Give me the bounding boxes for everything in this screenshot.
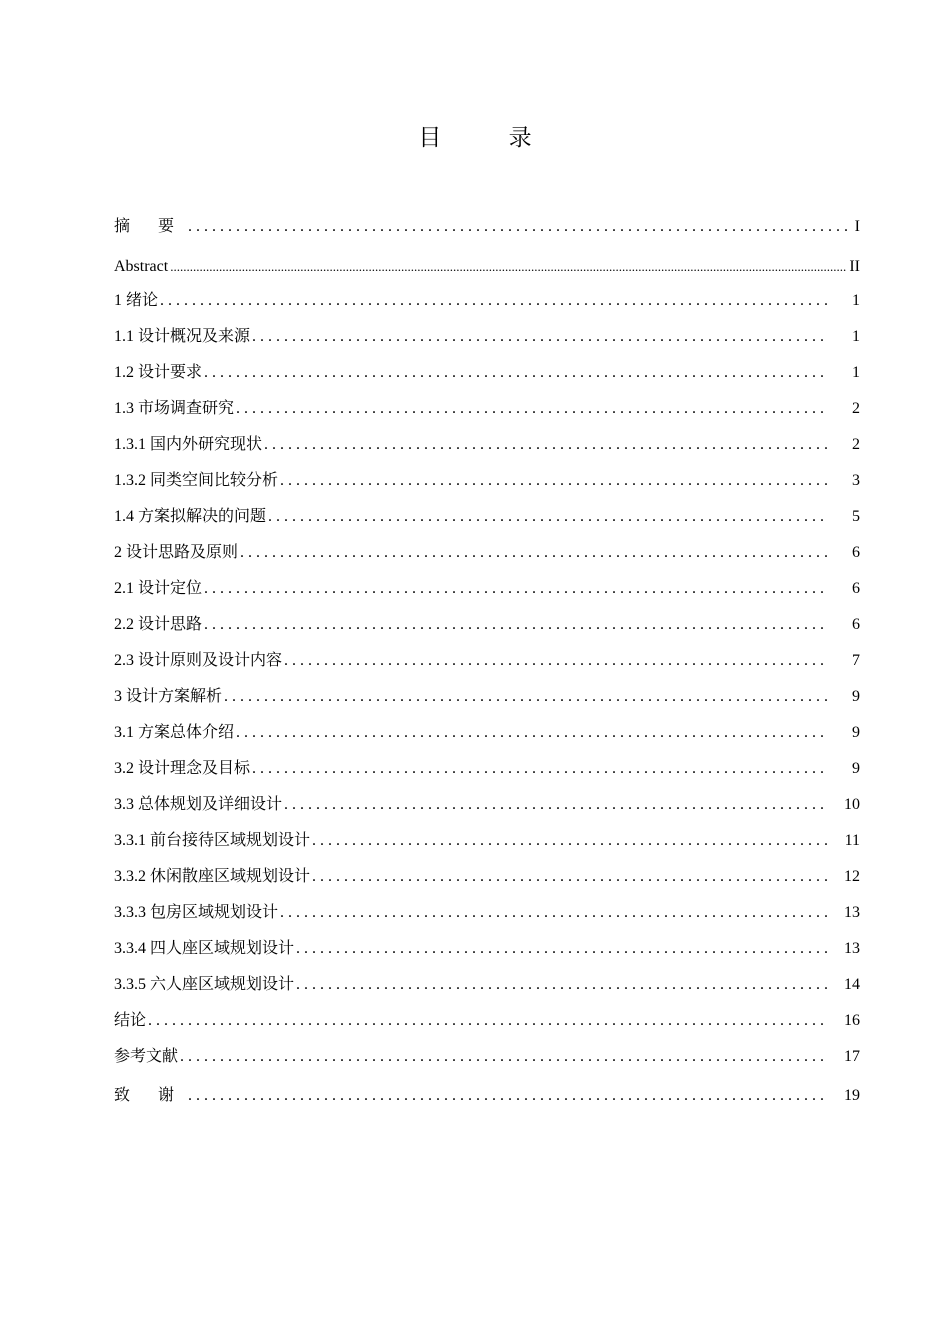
toc-entry-page: 3 [852, 472, 860, 489]
toc-entry[interactable] [114, 1032, 860, 1068]
toc-entry-label: 3.3.5 六人座区域规划设计 [114, 976, 295, 993]
toc-entry-label: 结论 [114, 1012, 147, 1029]
toc-entry-page: 2 [852, 436, 860, 453]
table-of-contents [114, 212, 860, 1107]
dot-leader [280, 470, 828, 492]
toc-entry[interactable] [114, 278, 860, 312]
toc-entry-page: 1 [852, 364, 860, 381]
toc-entry-abstract-cn[interactable] [114, 212, 860, 238]
toc-entry-label: 3.3.2 休闲散座区域规划设计 [114, 868, 311, 885]
toc-entry-page: 9 [852, 760, 860, 777]
toc-entry-page: 9 [852, 688, 860, 705]
toc-entry-page: 16 [844, 1012, 860, 1029]
toc-entry-label: 参考文献 [114, 1048, 179, 1065]
toc-entry-page: 10 [844, 796, 860, 813]
toc-entry-label: 3.2 设计理念及目标 [114, 760, 251, 777]
toc-entry[interactable] [114, 384, 860, 420]
toc-entry-label: 1.3.2 同类空间比较分析 [114, 472, 279, 489]
dot-leader [240, 542, 828, 564]
toc-entry-label: 3.3.1 前台接待区域规划设计 [114, 832, 311, 849]
dot-leader [252, 758, 828, 780]
toc-entry-page: 13 [844, 904, 860, 921]
dot-leader [170, 256, 847, 278]
toc-entry[interactable] [114, 420, 860, 456]
toc-entry-page: 6 [852, 580, 860, 597]
toc-entry[interactable] [114, 960, 860, 996]
dot-leader [236, 398, 828, 420]
toc-entry-label: 1 绪论 [114, 292, 159, 309]
dot-leader [224, 686, 828, 708]
toc-entry-label: 1.3 市场调查研究 [114, 400, 235, 417]
toc-entry[interactable] [114, 492, 860, 528]
toc-entry-label: 1.2 设计要求 [114, 364, 203, 381]
toc-entry-label: 3.3.3 包房区域规划设计 [114, 904, 279, 921]
toc-entry-abstract-en[interactable] [114, 238, 860, 278]
toc-entry-page: 7 [852, 652, 860, 669]
toc-entry-page: 17 [844, 1048, 860, 1065]
toc-entry[interactable] [114, 1068, 860, 1107]
toc-entry-page: 5 [852, 508, 860, 525]
dot-leader [188, 216, 853, 238]
dot-leader [284, 650, 828, 672]
dot-leader [204, 614, 828, 636]
dot-leader [264, 434, 828, 456]
toc-entry-label: 2.1 设计定位 [114, 580, 203, 597]
dot-leader [236, 722, 828, 744]
toc-entry-page: II [849, 258, 860, 275]
toc-entry[interactable] [114, 600, 860, 636]
toc-entry-page: 12 [844, 868, 860, 885]
toc-entry[interactable] [114, 672, 860, 708]
toc-entry-page: 1 [852, 292, 860, 309]
toc-entry-page: 11 [844, 832, 860, 849]
toc-entry[interactable] [114, 780, 860, 816]
dot-leader [204, 362, 828, 384]
toc-entry-label: 2.3 设计原则及设计内容 [114, 652, 283, 669]
dot-leader [312, 866, 828, 888]
toc-entry[interactable] [114, 456, 860, 492]
toc-entry-page: 9 [852, 724, 860, 741]
toc-entry[interactable] [114, 636, 860, 672]
toc-entry-page: 14 [844, 976, 860, 993]
toc-entry[interactable] [114, 924, 860, 960]
toc-entry-label: 致 谢 [114, 1087, 187, 1104]
dot-leader [252, 326, 828, 348]
page-title: 目 录 [418, 125, 562, 151]
dot-leader [268, 506, 828, 528]
dot-leader [160, 290, 828, 312]
toc-entry-label: 2.2 设计思路 [114, 616, 203, 633]
toc-entry[interactable] [114, 312, 860, 348]
dot-leader [188, 1085, 828, 1107]
dot-leader [148, 1010, 828, 1032]
toc-entry[interactable] [114, 744, 860, 780]
toc-entry[interactable] [114, 816, 860, 852]
toc-entry-page: 6 [852, 616, 860, 633]
toc-entry-label: Abstract [114, 258, 169, 275]
toc-entry-page: 19 [844, 1087, 860, 1104]
toc-entry[interactable] [114, 852, 860, 888]
toc-entry-label: 3.3 总体规划及详细设计 [114, 796, 283, 813]
dot-leader [280, 902, 828, 924]
toc-entry[interactable] [114, 888, 860, 924]
toc-entry-page: 13 [844, 940, 860, 957]
toc-entry[interactable] [114, 564, 860, 600]
dot-leader [204, 578, 828, 600]
toc-entry-page: I [854, 218, 860, 235]
dot-leader [296, 974, 828, 996]
toc-entry-page: 2 [852, 400, 860, 417]
toc-entry[interactable] [114, 348, 860, 384]
dot-leader [180, 1046, 828, 1068]
toc-entry-label: 2 设计思路及原则 [114, 544, 239, 561]
toc-entry[interactable] [114, 708, 860, 744]
toc-entry-label: 1.4 方案拟解决的问题 [114, 508, 267, 525]
dot-leader [284, 794, 828, 816]
toc-entry-label: 3.3.4 四人座区域规划设计 [114, 940, 295, 957]
toc-entry-page: 1 [852, 328, 860, 345]
toc-entry-page: 6 [852, 544, 860, 561]
toc-entry-label: 3 设计方案解析 [114, 688, 223, 705]
toc-entry[interactable] [114, 996, 860, 1032]
toc-entry[interactable] [114, 528, 860, 564]
toc-entry-label: 摘 要 [114, 218, 187, 235]
toc-entry-label: 1.3.1 国内外研究现状 [114, 436, 263, 453]
dot-leader [312, 830, 828, 852]
toc-entry-label: 3.1 方案总体介绍 [114, 724, 235, 741]
dot-leader [296, 938, 828, 960]
toc-entry-label: 1.1 设计概况及来源 [114, 328, 251, 345]
